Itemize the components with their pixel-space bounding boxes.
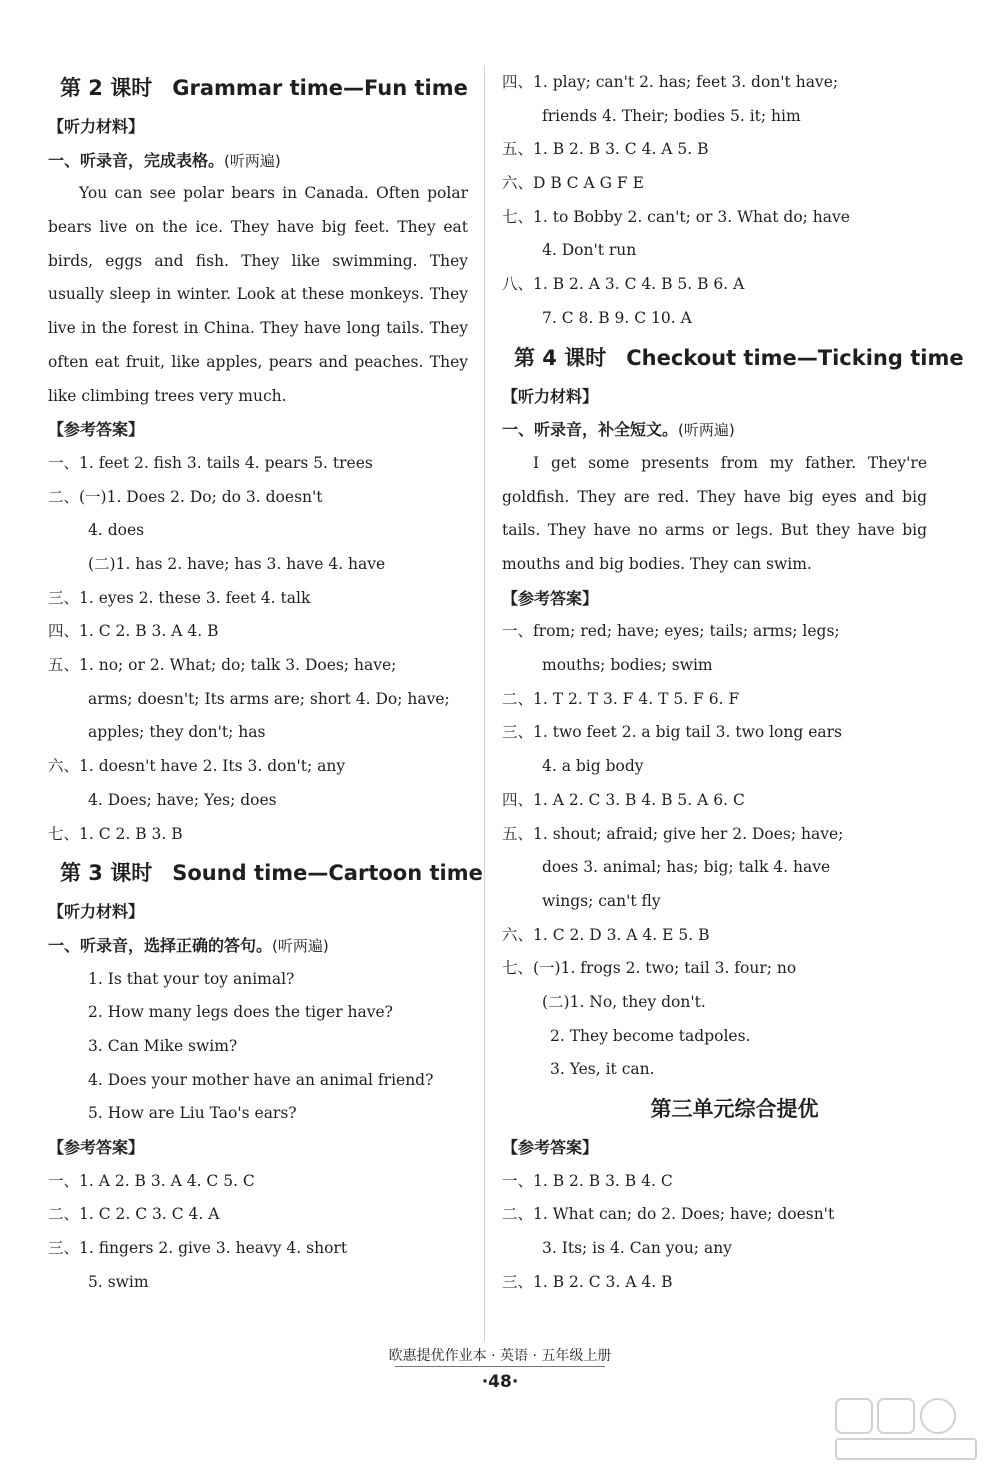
answer-line: 五、1. B 2. B 3. C 4. A 5. B	[502, 140, 709, 159]
footer-book-title: 欧惠提优作业本 · 英语 · 五年级上册	[388, 1348, 612, 1364]
answer-line: 一、1. feet 2. fish 3. tails 4. pears 5. trees	[48, 453, 373, 472]
answer-line: 八、1. B 2. A 3. C 4. B 5. B 6. A	[502, 275, 745, 294]
unit3-answers-label: 【参考答案】	[502, 1138, 599, 1157]
answer-line: 六、1. doesn't have 2. Its 3. don't; any	[48, 757, 346, 776]
answer-line: 七、(一)1. frogs 2. two; tail 3. four; no	[502, 959, 797, 978]
answer-line: mouths; bodies; swim	[542, 656, 713, 675]
answer-line: 四、1. C 2. B 3. A 4. B	[48, 622, 219, 641]
lesson4-listening-label: 【听力材料】	[502, 386, 599, 406]
answer-line: wings; can't fly	[542, 891, 661, 910]
answer-line: (二)1. No, they don't.	[542, 992, 706, 1011]
answer-line: 4. a big body	[542, 757, 644, 776]
answer-line: 四、1. play; can't 2. has; feet 3. don't have;	[502, 73, 839, 91]
answer-line: friends 4. Their; bodies 5. it; him	[542, 106, 801, 125]
lesson4-q1-note: (听两遍)	[678, 421, 735, 440]
listening-item: 4. Does your mother have an animal friend?	[88, 1070, 434, 1089]
lesson4-answers-label: 【参考答案】	[502, 588, 599, 608]
lesson2-title-en: Grammar time—Fun time	[172, 76, 468, 100]
answer-line: 三、1. two feet 2. a big tail 3. two long ears	[502, 723, 843, 742]
answer-line: 二、1. C 2. C 3. C 4. A	[48, 1205, 220, 1224]
listening-item: 1. Is that your toy animal?	[88, 969, 295, 988]
answer-line: (二)1. has 2. have; has 3. have 4. have	[88, 555, 386, 574]
lesson4-q1-text: 一、听录音，补全短文。	[502, 420, 679, 440]
answer-line: 4. Don't run	[542, 241, 637, 260]
lesson3-q1-text: 一、听录音，选择正确的答句。	[48, 935, 273, 955]
lesson4-q1-title	[502, 413, 927, 447]
answer-line: apples; they don't; has	[88, 723, 266, 742]
column-divider	[484, 66, 485, 1341]
lesson4-answers	[502, 615, 927, 1087]
answer-line: 二、(一)1. Does 2. Do; do 3. doesn't	[48, 487, 323, 506]
lesson2-listening-label: 【听力材料】	[48, 117, 145, 136]
answer-line: 七、1. to Bobby 2. can't; or 3. What do; have	[502, 207, 850, 226]
lesson2-answers-label: 【参考答案】	[48, 420, 145, 440]
answer-line: 3. Its; is 4. Can you; any	[542, 1239, 732, 1258]
unit3-answers	[502, 1165, 927, 1300]
watermark-logo	[832, 1393, 982, 1463]
listening-item: 3. Can Mike swim?	[88, 1036, 238, 1055]
answer-line: 五、1. shout; afraid; give her 2. Does; have;	[502, 824, 844, 843]
lesson3-answers	[48, 1165, 468, 1300]
lesson2-q1-note: (听两遍)	[224, 151, 281, 170]
lesson4-title-cn: 第 4 课时	[514, 345, 607, 370]
answer-line: 四、1. A 2. C 3. B 4. B 5. A 6. C	[502, 790, 745, 809]
answer-line: 三、1. B 2. C 3. A 4. B	[502, 1272, 673, 1291]
right-column	[502, 66, 964, 1299]
answer-line: 4. Does; have; Yes; does	[88, 790, 277, 809]
answer-line: 5. swim	[88, 1272, 149, 1291]
answer-line: 二、1. What can; do 2. Does; have; doesn't	[502, 1205, 835, 1224]
answer-line: 一、1. A 2. B 3. A 4. C 5. C	[48, 1171, 255, 1190]
answer-line: 六、D B C A G F E	[502, 174, 644, 193]
answer-line: arms; doesn't; Its arms are; short 4. Do; have;	[88, 689, 450, 708]
lesson4-title	[502, 336, 964, 380]
listening-item: 2. How many legs does the tiger have?	[88, 1003, 393, 1022]
lesson3-answers-label: 【参考答案】	[48, 1138, 145, 1158]
lesson3-title-en: Sound time—Cartoon time	[172, 861, 483, 886]
lesson3-items	[48, 963, 468, 1131]
answer-line: does 3. animal; has; big; talk 4. have	[542, 858, 831, 877]
lesson3-q1-title	[48, 929, 468, 963]
answer-line: 2. They become tadpoles.	[550, 1026, 751, 1045]
unit3-title: 第三单元综合提优	[650, 1097, 819, 1121]
answer-line: 一、from; red; have; eyes; tails; arms; legs;	[502, 622, 840, 641]
lesson3-listening-label: 【听力材料】	[48, 902, 145, 922]
lesson2-passage: You can see polar bears in Canada. Often polar bears live on the ice. They have big feet. They eat birds, eggs and fish. They like swimming. They usually sleep in winter. Look at these monkeys. They live in the forest in China. They have long tails. They often eat fruit, like apples, pears and peaches. They like climbing trees very much.	[48, 184, 468, 405]
answer-line: 六、1. C 2. D 3. A 4. E 5. B	[502, 925, 710, 944]
lesson2-q1-text: 一、听录音，完成表格。	[48, 150, 225, 170]
lesson3-q1-note: (听两遍)	[272, 936, 329, 955]
left-column	[48, 66, 483, 1299]
page-number: ·48·	[481, 1372, 519, 1392]
listening-item: 5. How are Liu Tao's ears?	[88, 1104, 297, 1123]
lesson4-passage: I get some presents from my father. They're goldfish. They are red. They have big eyes and big tails. They have no arms or legs. But they have big mouths and big bodies. They can swim.	[502, 453, 927, 573]
answer-line: 7. C 8. B 9. C 10. A	[542, 308, 692, 327]
footer-rule	[395, 1366, 605, 1367]
lesson2-title	[48, 66, 468, 110]
lesson3-answers-continued	[502, 66, 927, 336]
answer-line: 三、1. eyes 2. these 3. feet 4. talk	[48, 588, 311, 607]
lesson2-title-cn: 第 2 课时	[60, 76, 153, 100]
lesson4-title-en: Checkout time—Ticking time	[626, 345, 964, 370]
answer-line: 七、1. C 2. B 3. B	[48, 824, 183, 843]
lesson2-q1-title	[48, 144, 468, 178]
answer-line: 一、1. B 2. B 3. B 4. C	[502, 1171, 673, 1190]
lesson2-answers	[48, 447, 468, 851]
answer-line: 五、1. no; or 2. What; do; talk 3. Does; have;	[48, 656, 397, 675]
answer-line: 三、1. fingers 2. give 3. heavy 4. short	[48, 1239, 348, 1258]
answer-line: 4. does	[88, 521, 145, 540]
answer-line: 3. Yes, it can.	[550, 1060, 655, 1079]
answer-line: 二、1. T 2. T 3. F 4. T 5. F 6. F	[502, 689, 740, 708]
lesson3-title	[48, 851, 483, 895]
lesson3-title-cn: 第 3 课时	[60, 861, 153, 886]
